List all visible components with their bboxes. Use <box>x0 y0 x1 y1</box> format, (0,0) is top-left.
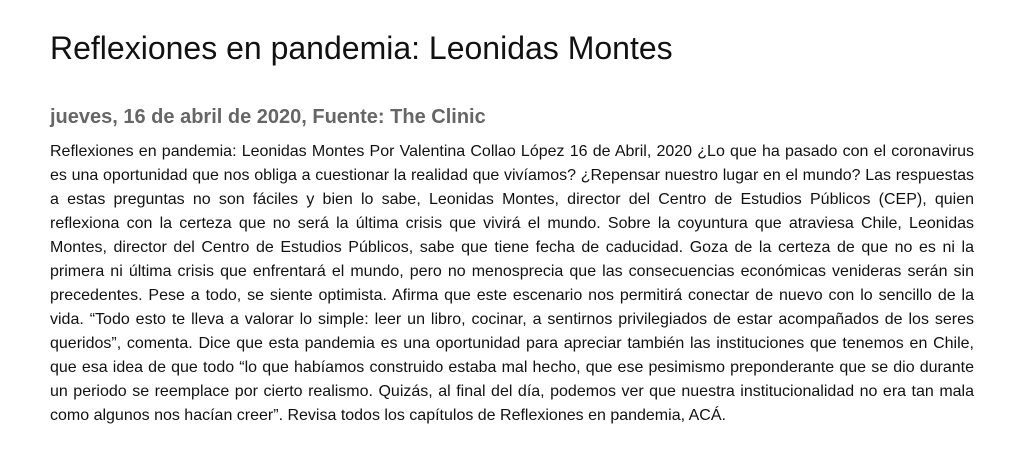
article-body: Reflexiones en pandemia: Leonidas Montes Por Valentina Collao López 16 de Abril, 2020 ¿Lo que ha pasado con el coronavirus es una oportunidad que nos obliga a cuestionar la realidad que vivíamos? ¿Repensar nuestro lugar en el mundo? Las respuestas a estas preguntas no son fáciles y bien lo sabe, Leonidas Montes, director del Centro de Estudios Públicos (CEP), quien reflexiona con la certeza que no será la última crisis que vivirá el mundo. Sobre la coyuntura que atraviesa Chile, Leonidas Montes, director del Centro de Estudios Públicos, sabe que tiene fecha de caducidad. Goza de la certeza de que no es ni la primera ni última crisis que enfrentará el mundo, pero no menosprecia que las consecuencias económicas venideras serán sin precedentes. Pese a todo, se siente optimista. Afirma que este escenario nos permitirá conectar de nuevo con lo sencillo de la vida. “Todo esto te lleva a valorar lo simple: leer un libro, cocinar, a sentirnos privilegiados de estar acompañados de los seres queridos”, comenta. Dice que esta pandemia es una oportunidad para apreciar también las instituciones que tenemos en Chile, que esa idea de que todo “lo que habíamos construido estaba mal hecho, que ese pesimismo preponderante que se dio durante un periodo se reemplace por cierto realismo. Quizás, al final del día, podemos ver que nuestra institucionalidad no era tan mala como algunos nos hacían creer”. Revisa todos los capítulos de Reflexiones en pandemia, ACÁ. <box>50 143 974 424</box>
article-date-source: jueves, 16 de abril de 2020, Fuente: The Clinic <box>50 106 486 128</box>
article-title: Reflexiones en pandemia: Leonidas Montes <box>50 30 673 66</box>
